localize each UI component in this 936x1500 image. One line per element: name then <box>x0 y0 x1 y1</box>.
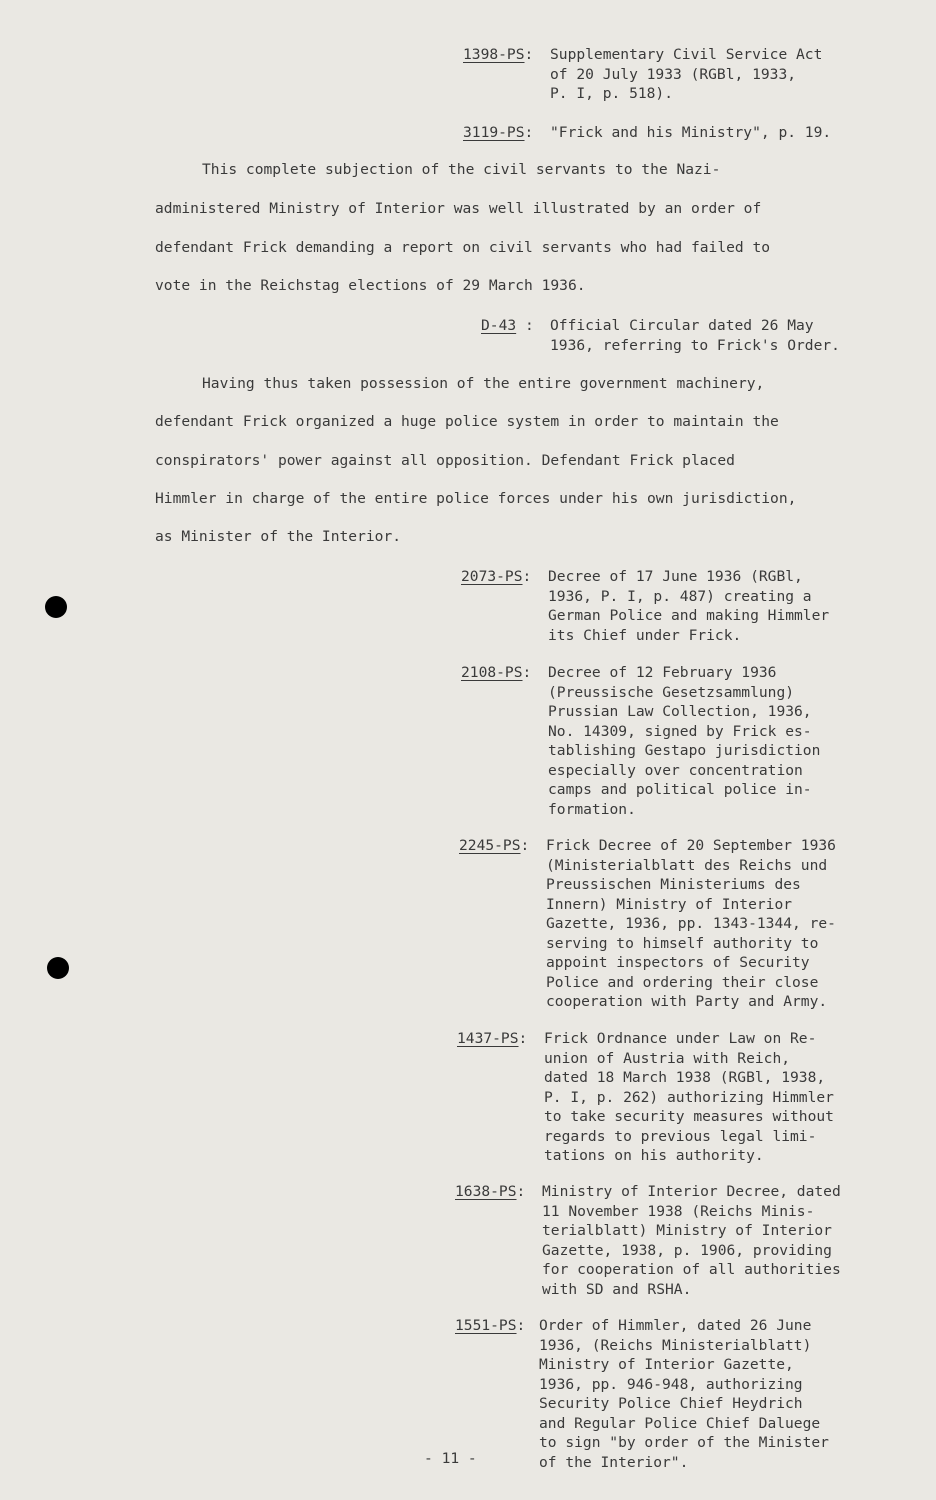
paragraph-line: as Minister of the Interior. <box>155 528 402 545</box>
ref-code: D-43 : <box>481 317 534 334</box>
ref-line: Innern) Ministry of Interior <box>546 895 793 913</box>
ref-code-number: D-43 <box>481 317 517 334</box>
punch-hole-bottom <box>47 957 69 979</box>
ref-line: Frick Ordnance under Law on Re- <box>544 1030 817 1047</box>
ref-description <box>550 123 831 143</box>
ref-line: terialblatt) Ministry of Interior <box>542 1222 832 1239</box>
ref-line: of 20 July 1933 (RGBl, 1933, <box>550 65 797 83</box>
ref-line: its Chief under Frick. <box>548 626 742 644</box>
ref-line: No. 14309, signed by Frick es- <box>548 722 812 740</box>
ref-line: (Preussische Gesetzsammlung) <box>548 683 795 701</box>
ref-line: German Police and making Himmler <box>548 607 830 624</box>
ref-description <box>550 316 840 355</box>
ref-line: Ministry of Interior Gazette, <box>539 1356 794 1373</box>
ref-line: P. I, p. 262) authorizing Himmler <box>544 1088 834 1106</box>
paragraph-line: Himmler in charge of the entire police forces under his own jurisdiction, <box>155 490 797 507</box>
ref-line: (Ministerialblatt des Reichs und <box>546 856 828 874</box>
ref-code: 1638-PS: <box>455 1183 526 1200</box>
ref-line: 11 November 1938 (Reichs Minis- <box>542 1202 815 1220</box>
ref-line: appoint inspectors of Security <box>546 954 810 971</box>
punch-hole-top <box>45 596 67 618</box>
ref-line: Official Circular dated 26 May <box>550 317 814 334</box>
ref-line: tablishing Gestapo jurisdiction <box>548 742 821 759</box>
paragraph-line: vote in the Reichstag elections of 29 March 1936. <box>155 277 586 294</box>
ref-line: for cooperation of all authorities <box>542 1261 841 1278</box>
paragraph-line: This complete subjection of the civil servants to the Nazi- <box>202 161 721 178</box>
ref-line: to sign "by order of the Minister <box>539 1434 829 1451</box>
ref-code-number: 1398-PS <box>463 46 525 63</box>
ref-line: Preussischen Ministeriums des <box>546 876 801 893</box>
ref-line: regards to previous legal limi- <box>544 1127 817 1145</box>
ref-code: 1551-PS: <box>455 1317 526 1334</box>
ref-line: 1936, referring to Frick's Order. <box>550 336 840 354</box>
ref-line: to take security measures without <box>544 1108 834 1125</box>
ref-line: 1936, P. I, p. 487) creating a <box>548 587 812 605</box>
ref-line: camps and political police in- <box>548 781 812 798</box>
ref-line: union of Austria with Reich, <box>544 1049 791 1067</box>
ref-line: Supplementary Civil Service Act <box>550 46 823 63</box>
ref-line: serving to himself authority to <box>546 934 819 952</box>
ref-code-number: 1437-PS <box>457 1030 519 1047</box>
ref-code: 1398-PS: <box>463 46 534 63</box>
ref-description <box>542 1182 841 1299</box>
ref-line: and Regular Police Chief Daluege <box>539 1414 821 1432</box>
ref-line: cooperation with Party and Army. <box>546 993 828 1010</box>
ref-description <box>550 45 822 104</box>
ref-line: Frick Decree of 20 September 1936 <box>546 837 836 854</box>
paragraph-line: defendant Frick demanding a report on civil servants who had failed to <box>155 239 771 256</box>
ref-description <box>546 836 836 1012</box>
ref-code: 2108-PS: <box>461 664 532 681</box>
ref-line: 1936, pp. 946-948, authorizing <box>539 1375 803 1393</box>
ref-line: of the Interior". <box>539 1453 689 1471</box>
ref-line: tations on his authority. <box>544 1147 764 1164</box>
ref-line: with SD and RSHA. <box>542 1280 692 1298</box>
ref-code: 3119-PS: <box>463 124 534 141</box>
paragraph-line: administered Ministry of Interior was well illustrated by an order of <box>155 200 762 217</box>
ref-line: 1936, (Reichs Ministerialblatt) <box>539 1336 812 1354</box>
ref-code-number: 2108-PS <box>461 664 523 681</box>
ref-description <box>544 1029 834 1166</box>
ref-code: 2073-PS: <box>461 568 532 585</box>
ref-line: Security Police Chief Heydrich <box>539 1395 803 1412</box>
ref-line: Order of Himmler, dated 26 June <box>539 1317 812 1334</box>
ref-line: Police and ordering their close <box>546 973 819 991</box>
ref-line: formation. <box>548 800 636 818</box>
ref-line: Decree of 17 June 1936 (RGBl, <box>548 568 803 585</box>
paragraph-line: conspirators' power against all opposition. Defendant Frick placed <box>155 452 735 469</box>
paragraph-line: Having thus taken possession of the entire government machinery, <box>202 375 765 392</box>
ref-line: Ministry of Interior Decree, dated <box>542 1183 841 1200</box>
ref-line: Gazette, 1938, p. 1906, providing <box>542 1241 832 1259</box>
ref-line: P. I, p. 518). <box>550 85 674 102</box>
ref-line: "Frick and his Ministry", p. 19. <box>550 124 832 141</box>
ref-code: 2245-PS: <box>459 837 530 854</box>
ref-line: Gazette, 1936, pp. 1343-1344, re- <box>546 915 836 932</box>
ref-description <box>548 663 820 819</box>
ref-line: dated 18 March 1938 (RGBl, 1938, <box>544 1069 826 1086</box>
ref-line: especially over concentration <box>548 761 803 779</box>
ref-line: Decree of 12 February 1936 <box>548 664 777 681</box>
ref-code-number: 2073-PS <box>461 568 523 585</box>
ref-code-number: 2245-PS <box>459 837 521 854</box>
ref-description <box>548 567 829 645</box>
ref-code-number: 1551-PS <box>455 1317 517 1334</box>
page-number: - 11 - <box>424 1450 477 1467</box>
ref-line: Prussian Law Collection, 1936, <box>548 703 812 720</box>
ref-code-number: 3119-PS <box>463 124 525 141</box>
paragraph-line: defendant Frick organized a huge police system in order to maintain the <box>155 413 779 430</box>
ref-code-number: 1638-PS <box>455 1183 517 1200</box>
ref-description <box>539 1316 829 1472</box>
ref-code: 1437-PS: <box>457 1030 528 1047</box>
